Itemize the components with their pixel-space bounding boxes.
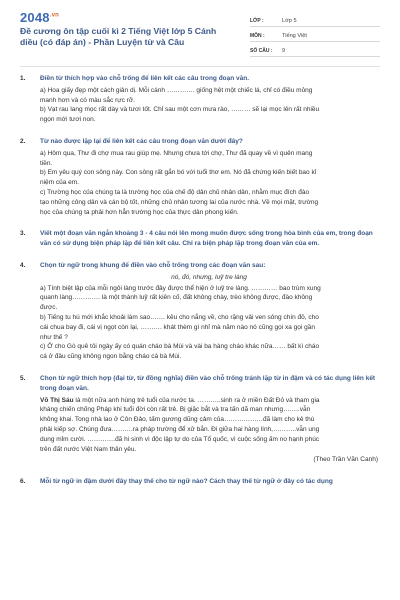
question-line: cái chua bay đi, cái vị ngọt còn lại, ………. khát thèm gì nhỉ mà năm nào nó cũng gọi xa gọi gần [40, 323, 315, 331]
question-line: quanh làng…………. là một thành luỹ rất kiên cố, đất không chày, trèo không được, đào không [40, 294, 313, 302]
document-header [0, 0, 400, 62]
question-title: Từ nào được lặp lại để liên kết các câu trong đoạn văn dưới đây? [40, 137, 243, 145]
info-value: 9 [282, 48, 286, 54]
question-line: tạo những công dân và cán bộ tốt, những chủ nhân tương lai của nước nhà. Về mọi mặt, trường [40, 198, 319, 206]
info-row-class [250, 12, 380, 27]
header-divider [20, 66, 380, 67]
question-line: học của chúng ta phải hơn hẳn trường học của thực dân phong kiến. [40, 208, 239, 216]
question-line: manh hơn và có màu sắc rực rỡ. [40, 96, 135, 104]
question-line: ngọn mới tươi non. [40, 116, 96, 124]
document-info-box [250, 12, 380, 57]
question-5 [0, 374, 400, 465]
question-line: như thế ? [40, 333, 68, 341]
question-title: Viết một đoạn văn ngắn khoảng 3 - 4 câu nói lên mong muốn được sống trong hòa bình của em, trong đoạn văn có sử dụng biện pháp lặp để liên kết câu. Chỉ ra biện pháp lặp trong đoạn văn của em. [40, 230, 373, 248]
question-line: kháng chiến chống Pháp khi tuổi đời còn rất trẻ. Bị giặc bắt và tra tấn dã man nhưng……..vẫn [40, 406, 311, 414]
question-number: 6. [20, 478, 26, 486]
question-title: Điền từ thích hợp vào chỗ trống để liên kết các câu trong đoạn văn. [40, 75, 250, 82]
question-line: b) Vạt rau lang mọc rất dày và tươi tốt. Chỉ sau một cơn mưa rào, ……… sẽ lại mọc lên rất nhiều [40, 106, 320, 114]
question-4 [0, 261, 400, 362]
question-line: trên đất nước Việt Nam thân yêu. [40, 445, 137, 453]
info-value: Tiếng Việt [282, 33, 307, 39]
question-line: dung mỉm cười. ………….đã hi sinh vì độc lập tự do của Tổ quốc, vì cuộc sống ấm no hạnh phúc [40, 435, 320, 443]
question-number: 2. [20, 137, 26, 145]
question-line-text: là một nữa anh hùng trẻ tuổi của nước ta. ………..sinh ra ở miền Đất Đỏ và tham gia [73, 396, 320, 404]
question-number: 4. [20, 261, 26, 269]
question-title: Chọn từ ngữ trong khung để điền vào chỗ trống trong các đoạn văn sau: [40, 261, 266, 269]
source-attribution: (Theo Trần Văn Canh) [313, 456, 378, 464]
question-line: a) Tính biệt lập của mỗi ngôi làng trước đây được thể hiện ở luỹ tre làng. ………… bao trùm xung [40, 284, 321, 292]
info-row-question-count [250, 42, 380, 57]
question-line: c) Trường học của chúng ta là trường học của chế độ dân chủ nhân dân, nhằm mục đích đào [40, 188, 310, 196]
question-line: cá ở đâu cũng không ngon bằng cháo cá bà Mùi. [40, 353, 182, 361]
question-2 [0, 137, 400, 217]
question-line: b) Tiếng tu hú mới khắc khoải làm sao……. kêu cho nắng về, cho rặng vải ven sông chín đỏ, cho [40, 313, 319, 321]
info-row-subject [250, 27, 380, 42]
question-number: 3. [20, 230, 26, 238]
question-line: không khai. Tong nhà lao ở Côn Đảo, tấm gương dũng cảm của………………đã làm cho kẻ thù [40, 416, 315, 424]
question-number: 1. [20, 75, 26, 82]
question-3 [0, 229, 400, 249]
question-1 [0, 74, 400, 125]
info-label: LỚP : [250, 18, 264, 24]
question-title: Chọn từ ngữ thích hợp (đại từ, từ đồng nghĩa) điền vào chỗ trống tránh lặp từ in đậm và có tác dụng liên kết trong đoạn văn. [40, 374, 376, 392]
question-title: Mỗi từ ngữ in đậm dưới đây thay thế cho từ ngữ nào? Cách thay thế từ ngữ ở đây có tác dụng [40, 478, 333, 486]
question-line: a) Hoa giấy đẹp một cách giản dị. Mỗi cánh …………. giống hệt một chiếc lá, chỉ có điều mỏng [40, 86, 313, 94]
question-number: 5. [20, 374, 26, 382]
question-line: tiền. [40, 159, 53, 167]
bold-lead-term: Võ Thị Sáu [40, 396, 74, 404]
question-line: phải kiếp sợ. Chúng đưa……….ra pháp trường để xử bắn. Đi giữa hai hàng lính,………..vẫn ung [40, 425, 320, 433]
info-value: Lớp 5 [282, 18, 297, 24]
question-line: a) Hôm qua, Thư đi chợ mua rau giúp mẹ. Nhưng chưa tới chợ, Thư đã quay về vì quên mang [40, 149, 313, 157]
question-line: c) Ở cho Gò quê tôi ngày ấy có quán cháo bà Mùi và vài ba hàng cháo khác nữa…… bất kì cháo [40, 343, 320, 351]
info-label: MÔN : [250, 33, 265, 39]
document-title: Đề cương ôn tập cuối kì 2 Tiếng Việt lớp 5 Cánh diều (có đáp án) - Phần Luyện từ và Câu [20, 26, 217, 47]
site-logo[interactable]: $2048^{.vn}$ [20, 10, 60, 25]
info-label: SỐ CÂU : [250, 48, 273, 54]
question-line [40, 396, 378, 406]
question-line: được. [40, 304, 58, 312]
question-6 [0, 477, 400, 487]
question-line: niệm của em. [40, 179, 80, 187]
question-line: b) Em yêu quý con sông này. Con sông rất gắn bó với tuổi thơ em. Nó đã chứng kiến biết bao kỉ [40, 169, 317, 177]
questions-list [0, 74, 400, 499]
word-options-box: nó, đó, nhưng, luỹ tre làng [171, 273, 247, 281]
